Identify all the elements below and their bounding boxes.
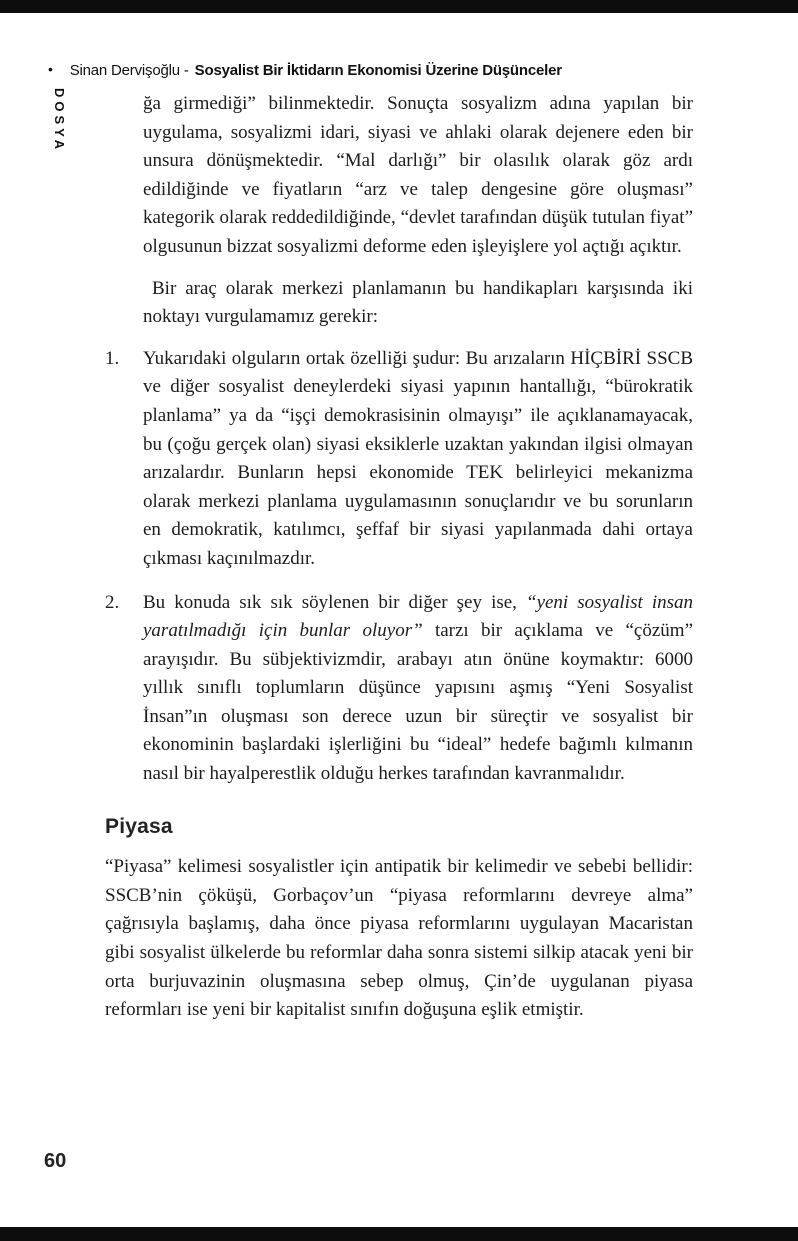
top-rule-bar bbox=[0, 0, 798, 13]
item-number: 2. bbox=[105, 591, 120, 613]
bottom-rule-bar bbox=[0, 1227, 798, 1241]
item-text: Yukarıdaki olguların ortak özelliği şudur: Bu arızaların HİÇBİRİ SSCB ve diğer sosyalist deneylerdeki siyasi yapının hantallığı, “bürokratik planlama” ya da “işçi demokrasisinin olmayışı” ile açıklanamayacak, bu (çoğu gerçek olan) siyasi eksiklerle uzaktan yakından ilgisi olmayan arızalardır. Bunların hepsi ekonomide TEK belirleyici mekanizma olarak merkezi planlama uygulamasının sonuçlarıdır ve bu sorunların en demokratik, katılımcı, şeffaf bir siyasi yapılanmada dahi ortaya çıkması kaçınılmazdır. bbox=[143, 347, 693, 569]
item-number: 1. bbox=[105, 347, 120, 369]
article-title: Sosyalist Bir İktidarın Ekonomisi Üzerine Düşünceler bbox=[194, 62, 562, 79]
page-number: 60 bbox=[44, 1150, 67, 1172]
piyasa-paragraph: “Piyasa” kelimesi sosyalistler için antipatik bir kelimedir ve sebebi bellidir: SSCB’nin çöküşü, Gorbaçov’un “piyasa reformlarını devreye alma” çağrısıyla başlamış, daha önce piyasa reformlarını uygulayan Macaristan gibi sosyalist ülkelerde bu reformlar daha sonra sistemi silkip atacak yeni bir orta burjuvazinin oluşmasına sebep olmuş, Çin’de uygulanan piyasa reformları ise yeni bir kapitalist sınıfın doğuşuna eşlik etmiştir. bbox=[105, 856, 693, 1021]
intro-paragraph: Bir araç olarak merkezi planlamanın bu handikapları karşısında iki noktayı vurgulamamız gerekir: bbox=[143, 277, 693, 328]
continued-paragraph: ğa girmediği” bilinmektedir. Sonuçta sosyalizm adına yapılan bir uygulama, sosyalizmi idari, siyasi ve ahlaki olarak dejenere eden bir unsura dönüşmektedir. “Mal darlığı” bir olasılık olarak göz ardı edildiğinde ve fiyatların “arz ve talep dengesine göre oluşması” kategorik olarak reddedildiğinde, “devlet tarafından düşük tutulan fiyat” olgusunun bizzat sosyalizmi deforme eden işleyişlere yol açtığı açıktır. bbox=[143, 93, 693, 257]
author-name: Sinan Dervişoğlu - bbox=[69, 62, 189, 79]
item-text bbox=[143, 592, 693, 785]
header-bullet-icon: • bbox=[48, 61, 53, 77]
item-text-before: Bu konuda sık sık söylenen bir diğer şey ise, bbox=[143, 591, 526, 613]
item-text-after: tarzı bir açıklama ve “çözüm” arayışıdır. Bu sübjektivizmdir, arabayı atın önüne koymaktır: 6000 yıllık sınıflı toplumların düşünce yapısını aşmış “Yeni Sosyalist İnsan”ın oluşması son derece uzun bir süreçtir ve sosyalist bir ekonominin başlardaki işlerliğini bu “ideal” hedefe bağımlı kılmanın nasıl bir hayalperestlik olduğu herkes tarafından kavranmalıdır. bbox=[143, 620, 694, 785]
numbered-item-1 bbox=[105, 345, 693, 574]
item-text-italic: “yeni sosyalist insan yaratılmadığı için bunlar oluyor” bbox=[143, 591, 693, 642]
indented-block bbox=[105, 90, 694, 789]
running-header bbox=[48, 62, 562, 79]
dosya-section-label: DOSYA bbox=[52, 88, 67, 154]
numbered-item-2 bbox=[105, 589, 694, 789]
body-text-column bbox=[105, 90, 693, 1038]
section-heading-piyasa: Piyasa bbox=[105, 814, 173, 838]
